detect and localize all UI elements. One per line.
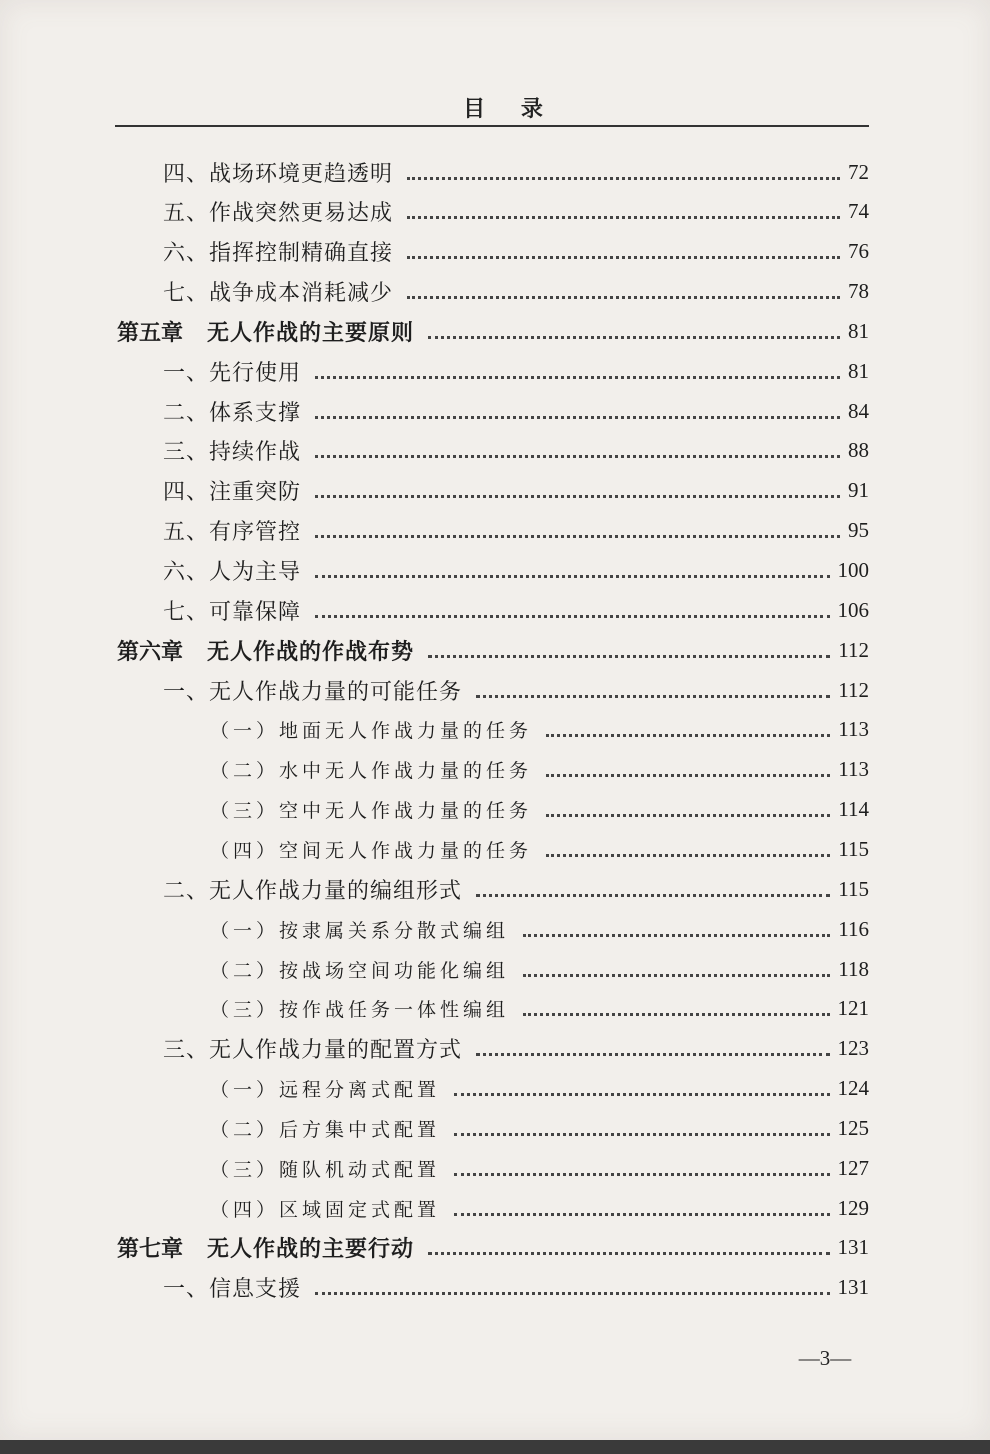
toc-entry	[117, 630, 869, 670]
toc-entry-title: 二、体系支撑	[163, 400, 302, 426]
toc-page-number: 78	[848, 279, 869, 304]
toc-entry	[163, 1029, 869, 1069]
dot-leader	[407, 177, 840, 180]
dot-leader	[523, 1013, 829, 1016]
toc-entry-title: 无人作战的主要原则	[207, 319, 415, 346]
dot-leader	[454, 1173, 829, 1176]
toc-entry	[163, 1268, 869, 1308]
toc-page-number: 76	[848, 239, 869, 264]
chapter-number: 第六章	[117, 638, 184, 665]
dot-leader	[315, 1292, 829, 1295]
toc-entry	[210, 790, 869, 830]
toc-page-number: 116	[838, 916, 869, 941]
dot-leader	[476, 695, 830, 698]
toc-entry-title: （三）空中无人作战力量的任务	[210, 800, 533, 823]
toc-page-number: 81	[848, 318, 869, 343]
toc-entry-title: 六、人为主导	[163, 560, 302, 585]
toc-entry-title: 五、有序管控	[163, 520, 302, 546]
dot-leader	[546, 854, 830, 857]
toc-entry	[163, 152, 869, 192]
toc-entry-title: 五、作战突然更易达成	[163, 201, 394, 227]
toc-page-number: 84	[848, 398, 869, 423]
toc-entry	[210, 750, 869, 790]
toc-entry-title: 二、无人作战力量的编组形式	[163, 878, 463, 904]
toc-entry	[163, 670, 869, 710]
toc-entry	[163, 551, 869, 591]
toc-entry-title: （一）地面无人作战力量的任务	[210, 720, 533, 743]
dot-leader	[315, 455, 840, 458]
toc-page-number: 115	[838, 876, 869, 901]
toc-entry	[210, 710, 869, 750]
toc-entry-title: 三、持续作战	[163, 440, 302, 466]
toc-page-number: 129	[837, 1195, 869, 1220]
toc-entry-title: （四）区域固定式配置	[210, 1198, 441, 1221]
toc-entry	[210, 989, 869, 1029]
toc-page-number: 106	[837, 597, 869, 622]
dot-leader	[546, 814, 830, 817]
toc-entry	[163, 471, 869, 511]
toc-page-number: 112	[838, 637, 869, 662]
toc-page-number: 88	[848, 438, 869, 463]
dot-leader	[454, 1093, 829, 1096]
toc-entry	[163, 272, 869, 312]
toc-entry	[163, 192, 869, 232]
toc-entry	[163, 590, 869, 630]
chapter-number: 第七章	[117, 1236, 184, 1263]
dot-leader	[523, 934, 830, 937]
page-number: —3—	[798, 1346, 852, 1370]
toc-page-number: 124	[837, 1076, 869, 1101]
dot-leader	[315, 495, 840, 498]
toc-entry	[163, 351, 869, 391]
toc-entry-title: （三）按作战任务一体性编组	[210, 999, 510, 1022]
toc-page-number: 131	[837, 1275, 869, 1300]
toc-page-number: 113	[838, 717, 869, 742]
toc-page-number: 100	[837, 558, 869, 582]
dot-leader	[428, 1252, 829, 1255]
toc-entry	[163, 511, 869, 551]
toc-entry	[163, 431, 869, 471]
toc-entry-title: （三）随队机动式配置	[210, 1158, 441, 1181]
dot-leader	[428, 655, 830, 658]
toc-entry	[210, 909, 869, 949]
toc-entry	[117, 1228, 869, 1268]
toc-entry-title: 无人作战的主要行动	[207, 1236, 415, 1263]
toc-entry	[163, 391, 869, 431]
toc-entry-title: 七、战争成本消耗减少	[163, 281, 394, 307]
toc-entry-title: 六、指挥控制精确直接	[163, 241, 394, 267]
scan-edge	[0, 1440, 990, 1454]
toc-page-number: 72	[848, 159, 869, 184]
toc-page-number: 114	[838, 797, 869, 822]
dot-leader	[523, 974, 830, 977]
toc-entry	[210, 1069, 869, 1109]
dot-leader	[428, 336, 840, 339]
toc-page-number: 131	[837, 1235, 869, 1260]
toc-entry-title: （一）按隶属关系分散式编组	[210, 919, 510, 942]
toc-entry-title: 四、注重突防	[163, 480, 302, 506]
toc-entry-title: 四、战场环境更趋透明	[163, 161, 394, 187]
toc-entry-title: （二）后方集中式配置	[210, 1118, 441, 1141]
dot-leader	[407, 256, 840, 259]
toc-page-number: 74	[848, 199, 869, 224]
toc-entry-title: 一、无人作战力量的可能任务	[163, 679, 463, 705]
dot-leader	[315, 615, 829, 618]
toc-entry-title: （四）空间无人作战力量的任务	[210, 839, 533, 862]
dot-leader	[407, 216, 840, 219]
toc-entry	[210, 829, 869, 869]
dot-leader	[315, 575, 829, 578]
toc-entry-title: 一、先行使用	[163, 360, 302, 386]
dot-leader	[454, 1133, 829, 1136]
toc-page-number: 81	[848, 358, 869, 383]
toc-entry-title: （一）远程分离式配置	[210, 1079, 441, 1102]
toc-entry	[210, 1148, 869, 1188]
toc-entry	[210, 1188, 869, 1228]
toc-entry	[163, 232, 869, 272]
toc-page-number: 127	[837, 1155, 869, 1180]
dot-leader	[546, 734, 830, 737]
toc-entry-title: 无人作战的作战布势	[207, 638, 415, 665]
dot-leader	[476, 1053, 829, 1056]
toc-entry	[210, 949, 869, 989]
chapter-number: 第五章	[117, 319, 184, 346]
header-divider	[115, 125, 869, 127]
toc-page-number: 115	[838, 836, 869, 861]
dot-leader	[315, 416, 840, 419]
toc-entry-title: 七、可靠保障	[163, 599, 302, 625]
toc-entry-title: 三、无人作战力量的配置方式	[163, 1038, 463, 1064]
dot-leader	[476, 894, 830, 897]
dot-leader	[315, 376, 840, 379]
toc-page-number: 121	[837, 996, 869, 1021]
page-title: 目 录	[463, 96, 557, 122]
toc-entry-title: （二）按战场空间功能化编组	[210, 959, 510, 982]
dot-leader	[454, 1213, 829, 1216]
dot-leader	[407, 296, 840, 299]
toc-page-number: 91	[848, 478, 869, 503]
toc-page-number: 123	[837, 1036, 869, 1061]
toc-page-number: 113	[838, 757, 869, 782]
toc-page-number: 125	[837, 1115, 869, 1140]
toc-page-number: 112	[838, 677, 869, 702]
toc-page-number: 95	[848, 518, 869, 543]
toc-entry	[163, 869, 869, 909]
dot-leader	[546, 774, 830, 777]
toc-entry-title: （二）水中无人作战力量的任务	[210, 760, 533, 783]
toc-entry	[117, 311, 869, 351]
dot-leader	[315, 535, 840, 538]
toc-entry	[210, 1108, 869, 1148]
toc-page-number: 118	[838, 956, 869, 981]
toc-entry-title: 一、信息支援	[163, 1277, 302, 1303]
